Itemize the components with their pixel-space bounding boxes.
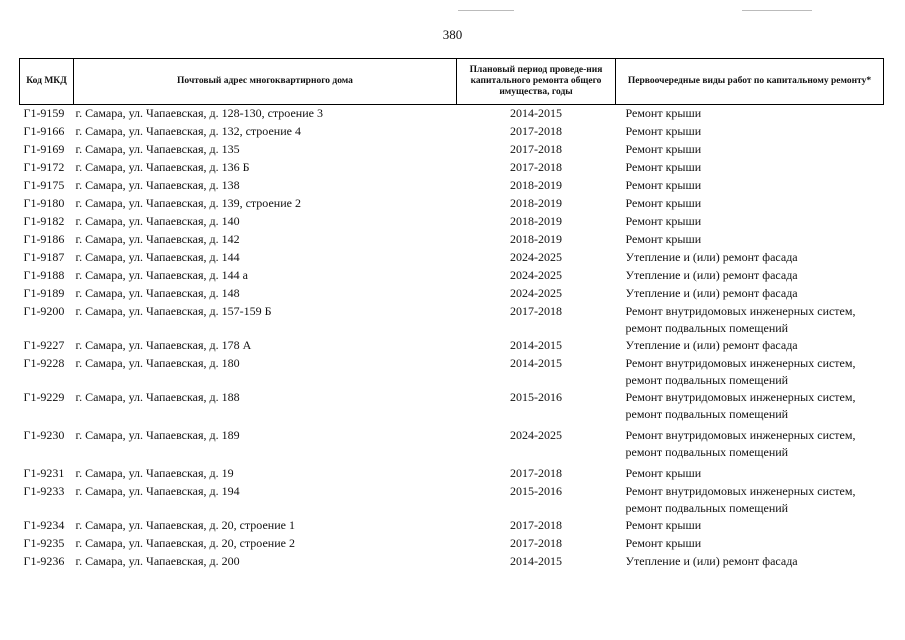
table-row: [20, 337, 884, 355]
table-row: [20, 231, 884, 249]
work-line: Ремонт крыши: [625, 518, 702, 532]
cell-works: [616, 355, 884, 389]
cell-code: Г1-9169: [23, 142, 65, 156]
table-row: [20, 177, 884, 195]
work-line: Ремонт крыши: [625, 124, 702, 138]
cell-period: 2017-2018: [510, 536, 562, 550]
cell-works: [616, 249, 884, 267]
cell-period: 2018-2019: [510, 196, 562, 210]
cell-address: г. Самара, ул. Чапаевская, д. 194: [75, 484, 240, 498]
work-line: Ремонт внутридомовых инженерных систем,: [625, 390, 856, 404]
cell-period: 2014-2015: [510, 338, 562, 352]
cell-works: [616, 123, 884, 141]
table-row: [20, 465, 884, 483]
cell-code: Г1-9229: [23, 390, 65, 404]
table-row: [20, 159, 884, 177]
work-line: Ремонт крыши: [625, 466, 702, 480]
cell-works: [616, 177, 884, 195]
work-line: Ремонт крыши: [625, 232, 702, 246]
table-row: [20, 195, 884, 213]
header-works: Первоочередные виды работ по капитальному ремонту*: [616, 59, 884, 105]
table-row: [20, 535, 884, 553]
table-row: [20, 303, 884, 337]
cell-works: [616, 213, 884, 231]
cell-code: Г1-9187: [23, 250, 65, 264]
cell-address: г. Самара, ул. Чапаевская, д. 200: [75, 554, 240, 568]
table-row: [20, 249, 884, 267]
scan-artifact: [458, 10, 514, 11]
cell-period: 2018-2019: [510, 214, 562, 228]
work-line: Утепление и (или) ремонт фасада: [625, 250, 798, 264]
work-line: Утепление и (или) ремонт фасада: [625, 554, 798, 568]
table-header-row: [20, 59, 884, 105]
work-line: Ремонт внутридомовых инженерных систем,: [625, 356, 856, 370]
table-row: [20, 267, 884, 285]
cell-period: 2015-2016: [510, 390, 562, 404]
cell-period: 2015-2016: [510, 484, 562, 498]
work-line: Утепление и (или) ремонт фасада: [625, 338, 798, 352]
cell-code: Г1-9182: [23, 214, 65, 228]
cell-period: 2014-2015: [510, 106, 562, 120]
cell-address: г. Самара, ул. Чапаевская, д. 142: [75, 232, 240, 246]
cell-works: [616, 517, 884, 535]
cell-code: Г1-9230: [23, 428, 65, 442]
cell-address: г. Самара, ул. Чапаевская, д. 144: [75, 250, 240, 264]
work-line: Ремонт крыши: [625, 142, 702, 156]
cell-code: Г1-9189: [23, 286, 65, 300]
work-line: Ремонт крыши: [625, 178, 702, 192]
cell-works: [616, 535, 884, 553]
cell-period: 2014-2015: [510, 554, 562, 568]
cell-works: [616, 303, 884, 337]
work-line: ремонт подвальных помещений: [625, 373, 789, 387]
cell-works: [616, 141, 884, 159]
cell-address: г. Самара, ул. Чапаевская, д. 20, строение 1: [75, 518, 295, 532]
cell-period: 2024-2025: [510, 286, 562, 300]
table-row: [20, 389, 884, 427]
cell-code: Г1-9172: [23, 160, 65, 174]
cell-period: 2017-2018: [510, 304, 562, 318]
work-line: Утепление и (или) ремонт фасада: [625, 286, 798, 300]
cell-code: Г1-9186: [23, 232, 65, 246]
cell-address: г. Самара, ул. Чапаевская, д. 188: [75, 390, 240, 404]
cell-code: Г1-9228: [23, 356, 65, 370]
cell-period: 2014-2015: [510, 356, 562, 370]
cell-address: г. Самара, ул. Чапаевская, д. 19: [75, 466, 234, 480]
cell-code: Г1-9166: [23, 124, 65, 138]
work-line: ремонт подвальных помещений: [625, 501, 789, 515]
cell-period: 2017-2018: [510, 124, 562, 138]
repair-schedule-table: [19, 58, 884, 571]
cell-address: г. Самара, ул. Чапаевская, д. 20, строение 2: [75, 536, 295, 550]
work-line: Ремонт крыши: [625, 160, 702, 174]
table-row: [20, 517, 884, 535]
cell-period: 2017-2018: [510, 142, 562, 156]
work-line: Ремонт внутридомовых инженерных систем,: [625, 428, 856, 442]
work-line: Ремонт крыши: [625, 536, 702, 550]
work-line: Ремонт крыши: [625, 214, 702, 228]
work-line: ремонт подвальных помещений: [625, 321, 789, 335]
header-code: Код МКД: [20, 59, 74, 105]
cell-period: 2018-2019: [510, 232, 562, 246]
work-line: Ремонт крыши: [625, 196, 702, 210]
page-number: 380: [442, 27, 463, 42]
cell-address: г. Самара, ул. Чапаевская, д. 139, строение 2: [75, 196, 301, 210]
cell-address: г. Самара, ул. Чапаевская, д. 135: [75, 142, 240, 156]
cell-code: Г1-9188: [23, 268, 65, 282]
cell-period: 2017-2018: [510, 466, 562, 480]
cell-code: Г1-9175: [23, 178, 65, 192]
cell-code: Г1-9235: [23, 536, 65, 550]
table-row: [20, 553, 884, 571]
cell-period: 2018-2019: [510, 178, 562, 192]
cell-code: Г1-9227: [23, 338, 65, 352]
cell-code: Г1-9233: [23, 484, 65, 498]
cell-code: Г1-9180: [23, 196, 65, 210]
work-line: Ремонт внутридомовых инженерных систем,: [625, 304, 856, 318]
cell-works: [616, 105, 884, 124]
cell-code: Г1-9231: [23, 466, 65, 480]
table-row: [20, 285, 884, 303]
cell-code: Г1-9236: [23, 554, 65, 568]
cell-address: г. Самара, ул. Чапаевская, д. 138: [75, 178, 240, 192]
cell-code: Г1-9200: [23, 304, 65, 318]
cell-works: [616, 159, 884, 177]
cell-period: 2024-2025: [510, 250, 562, 264]
cell-works: [616, 427, 884, 465]
cell-period: 2024-2025: [510, 428, 562, 442]
cell-address: г. Самара, ул. Чапаевская, д. 144 а: [75, 268, 248, 282]
cell-works: [616, 465, 884, 483]
cell-code: Г1-9159: [23, 106, 65, 120]
table-row: [20, 105, 884, 124]
work-line: ремонт подвальных помещений: [625, 407, 789, 421]
cell-works: [616, 483, 884, 517]
cell-address: г. Самара, ул. Чапаевская, д. 180: [75, 356, 240, 370]
table-row: [20, 483, 884, 517]
cell-works: [616, 337, 884, 355]
cell-works: [616, 267, 884, 285]
cell-works: [616, 389, 884, 427]
table-row: [20, 355, 884, 389]
cell-address: г. Самара, ул. Чапаевская, д. 140: [75, 214, 240, 228]
cell-address: г. Самара, ул. Чапаевская, д. 178 А: [75, 338, 252, 352]
scan-artifact: [742, 10, 812, 11]
table-body: [20, 105, 884, 572]
header-period: Плановый период проведе-ния капитального ремонта общего имущества, годы: [457, 59, 616, 105]
cell-period: 2024-2025: [510, 268, 562, 282]
work-line: Утепление и (или) ремонт фасада: [625, 268, 798, 282]
table-row: [20, 213, 884, 231]
cell-address: г. Самара, ул. Чапаевская, д. 157-159 Б: [75, 304, 272, 318]
work-line: ремонт подвальных помещений: [625, 445, 789, 459]
cell-code: Г1-9234: [23, 518, 65, 532]
cell-address: г. Самара, ул. Чапаевская, д. 136 Б: [75, 160, 250, 174]
cell-address: г. Самара, ул. Чапаевская, д. 128-130, строение 3: [75, 106, 323, 120]
cell-works: [616, 231, 884, 249]
table-row: [20, 123, 884, 141]
cell-works: [616, 195, 884, 213]
cell-works: [616, 285, 884, 303]
header-address: Почтовый адрес многоквартирного дома: [74, 59, 457, 105]
work-line: Ремонт крыши: [625, 106, 702, 120]
cell-works: [616, 553, 884, 571]
table-row: [20, 141, 884, 159]
work-line: Ремонт внутридомовых инженерных систем,: [625, 484, 856, 498]
cell-period: 2017-2018: [510, 160, 562, 174]
cell-address: г. Самара, ул. Чапаевская, д. 132, строение 4: [75, 124, 301, 138]
cell-address: г. Самара, ул. Чапаевская, д. 189: [75, 428, 240, 442]
cell-address: г. Самара, ул. Чапаевская, д. 148: [75, 286, 240, 300]
table-row: [20, 427, 884, 465]
cell-period: 2017-2018: [510, 518, 562, 532]
